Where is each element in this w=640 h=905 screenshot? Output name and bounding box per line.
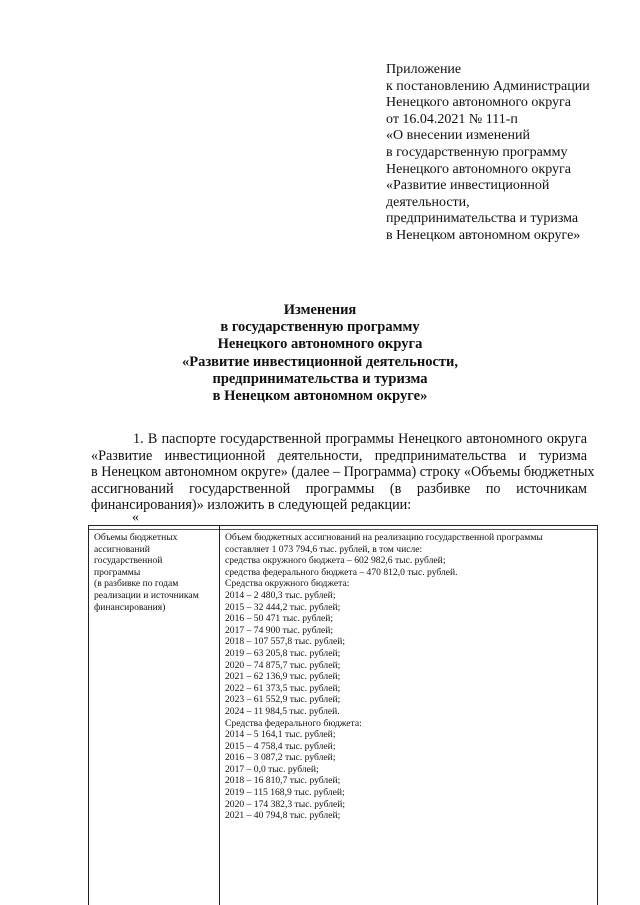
appendix-line: от 16.04.2021 № 111-п [386, 111, 518, 127]
paragraph-line: «Развитие инвестиционной деятельности, предпринимательства и туризма [91, 447, 587, 464]
right-cell-line: 2014 – 2 480,3 тыс. рублей; [225, 589, 336, 601]
table-inner-border [89, 529, 597, 530]
right-cell-line: 2019 – 115 168,9 тыс. рублей; [225, 787, 345, 799]
title-line: предпринимательства и туризма [212, 370, 428, 387]
right-cell-line: 2024 – 11 984,5 тыс. рублей. [225, 705, 340, 717]
title-line: в Ненецком автономном округе» [212, 388, 428, 405]
right-cell-line: 2015 – 32 444,2 тыс. рублей; [225, 601, 341, 613]
paragraph-line: 1. В паспорте государственной программы Ненецкого автономного округа [133, 431, 587, 447]
right-cell-line: Средства окружного бюджета: [225, 578, 350, 590]
appendix-line: к постановлению Администрации [386, 78, 590, 94]
left-cell-line: государственной [94, 555, 163, 567]
appendix-line: Приложение [386, 62, 462, 77]
budget-table [88, 525, 598, 905]
appendix-line: Ненецкого автономного округа [386, 95, 571, 111]
right-cell-line: средства окружного бюджета – 602 982,6 тыс. рублей; [225, 555, 446, 567]
right-cell-line: 2023 – 61 552,9 тыс. рублей; [225, 694, 341, 706]
right-cell-line: 2021 – 62 136,9 тыс. рублей; [225, 671, 341, 683]
opening-quote: « [132, 510, 139, 525]
right-cell-line: средства федерального бюджета – 470 812,0 тыс. рублей. [225, 566, 458, 578]
paragraph-line: в Ненецком автономном округе» (далее – Программа) строку «Объемы бюджетных [91, 464, 595, 481]
right-cell-line: 2016 – 50 471 тыс. рублей; [225, 613, 334, 625]
right-cell-line: 2020 – 174 382,3 тыс. рублей; [225, 798, 346, 810]
title-line: в государственную программу [220, 319, 420, 336]
appendix-line: в Ненецком автономном округе» [386, 227, 581, 243]
right-cell-line: 2016 – 3 087,2 тыс. рублей; [225, 752, 336, 764]
body-paragraph [91, 431, 595, 514]
title-line: Ненецкого автономного округа [217, 336, 423, 353]
title-line: «Развитие инвестиционной деятельности, [182, 353, 458, 370]
right-cell-line: 2017 – 74 900 тыс. рублей; [225, 624, 334, 636]
right-cell-line: 2019 – 63 205,8 тыс. рублей; [225, 647, 341, 659]
right-cell-line: Средства федерального бюджета: [225, 717, 362, 729]
right-cell-line: 2014 – 5 164,1 тыс. рублей; [225, 729, 336, 741]
appendix-line: «Развитие инвестиционной [386, 178, 550, 194]
table-left-cell [94, 532, 216, 613]
left-cell-line: Объемы бюджетных [94, 532, 178, 543]
appendix-line: предпринимательства и туризма [386, 211, 579, 227]
left-cell-line: реализации и источникам [94, 589, 199, 601]
table-right-cell [225, 532, 595, 822]
right-cell-line: Объем бюджетных ассигнований на реализацию государственной программы [225, 532, 543, 543]
left-cell-line: финансирования) [94, 601, 166, 613]
right-cell-line: 2015 – 4 758,4 тыс. рублей; [225, 740, 336, 752]
right-cell-line: составляет 1 073 794,6 тыс. рублей, в том числе: [225, 543, 423, 555]
left-cell-line: (в разбивке по годам [94, 578, 179, 590]
right-cell-line: 2017 – 0,0 тыс. рублей; [225, 763, 319, 775]
paragraph-line: финансирования)» изложить в следующей редакции: [91, 497, 412, 514]
appendix-line: «О внесении изменений [386, 128, 530, 144]
right-cell-line: 2020 – 74 875,7 тыс. рублей; [225, 659, 341, 671]
table-column-divider [219, 526, 220, 905]
right-cell-line: 2018 – 16 810,7 тыс. рублей; [225, 775, 341, 787]
appendix-header [386, 62, 626, 245]
left-cell-line: ассигнований [94, 543, 150, 555]
appendix-line: деятельности, [386, 194, 470, 210]
right-cell-line: 2018 – 107 557,8 тыс. рублей; [225, 636, 346, 648]
right-cell-line: 2022 – 61 373,5 тыс. рублей; [225, 682, 341, 694]
document-title [80, 302, 560, 405]
right-cell-line: 2021 – 40 794,8 тыс. рублей; [225, 810, 341, 822]
appendix-line: Ненецкого автономного округа [386, 161, 571, 177]
left-cell-line: программы [94, 566, 141, 578]
title-line: Изменения [283, 302, 357, 318]
paragraph-line: ассигнований государственной программы (в разбивке по источникам [91, 480, 587, 497]
appendix-line: в государственную программу [386, 144, 568, 160]
